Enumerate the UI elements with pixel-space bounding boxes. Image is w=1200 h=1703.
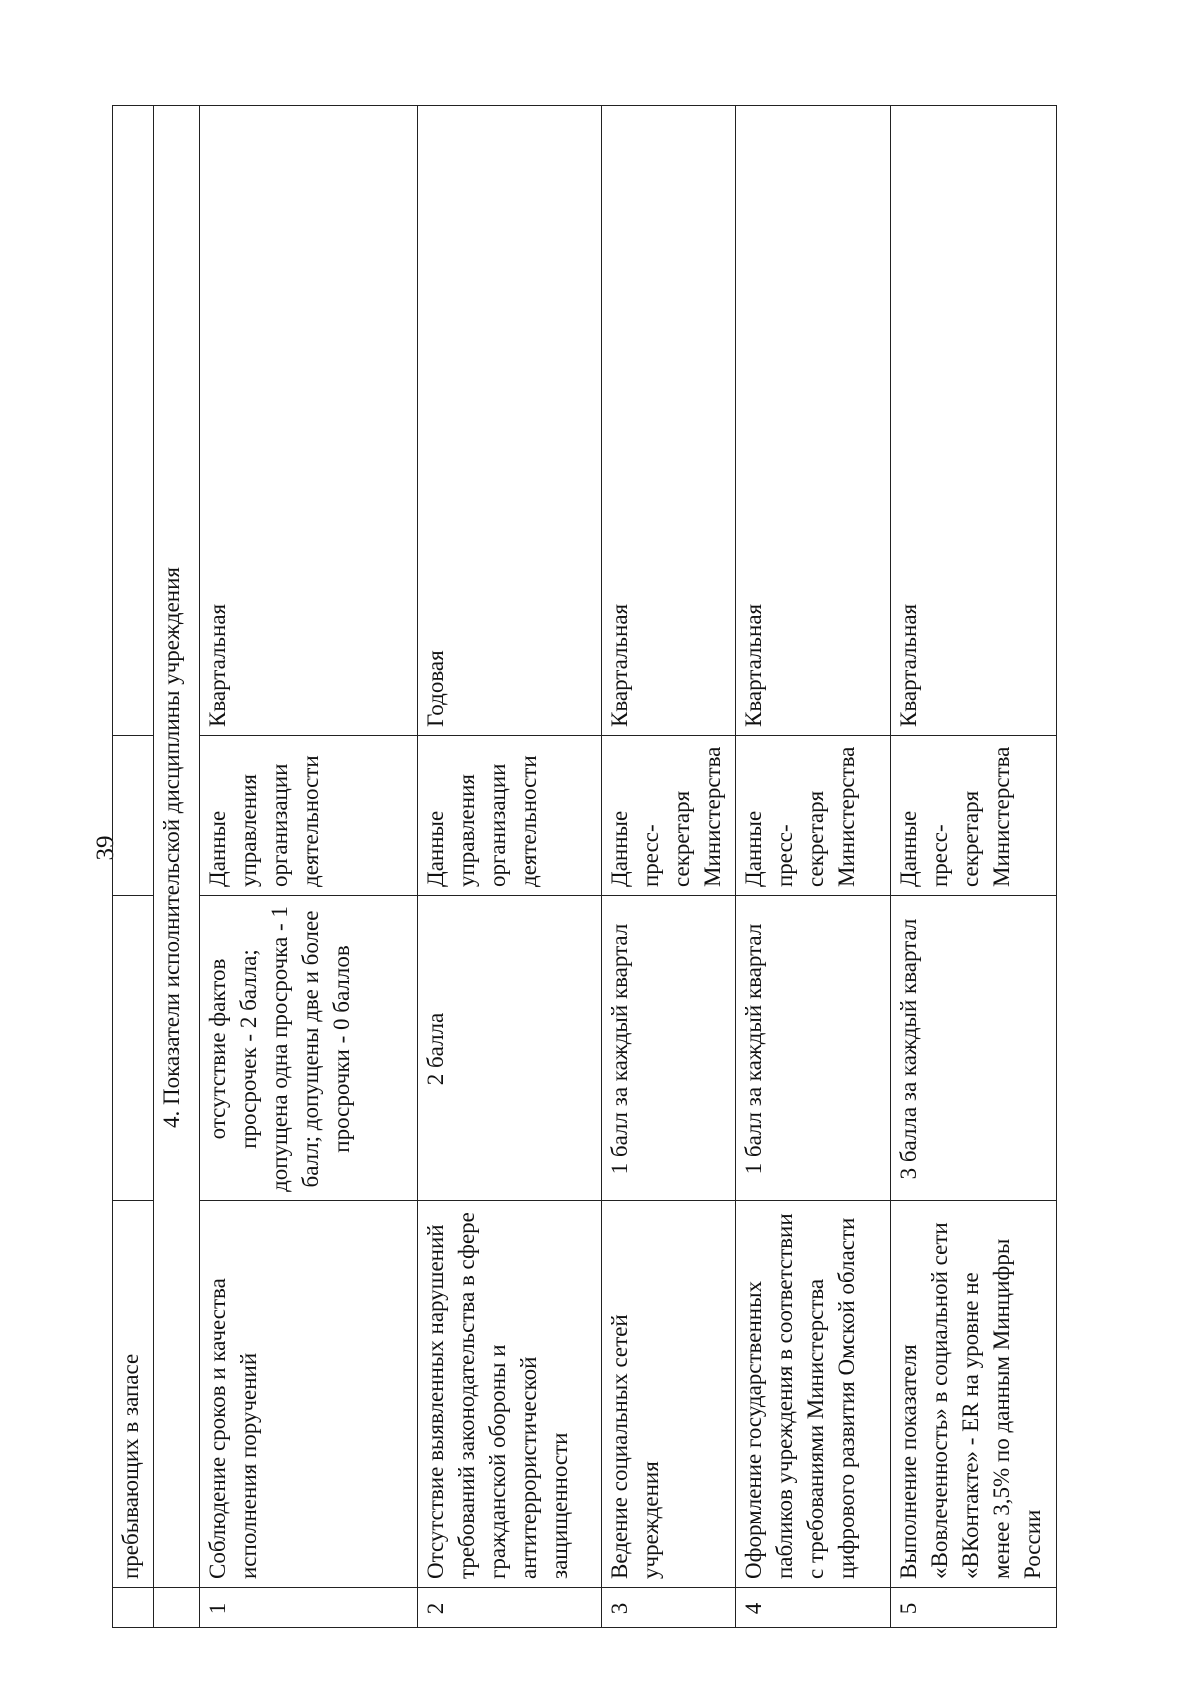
table-row bbox=[891, 106, 1057, 1628]
score-cell: отсутствие фактов просрочек - 2 балла; допущена одна просрочка - 1 балл; допущены две и более просрочки - 0 баллов bbox=[200, 896, 418, 1201]
row-number: 2 bbox=[417, 1588, 601, 1628]
source-cell: Данные управления организации деятельности bbox=[417, 736, 601, 896]
table-row bbox=[602, 106, 736, 1628]
indicator-cell: Отсутствие выявленных нарушений требований законодательства в сфере гражданской обороны и антитеррористической защищенности bbox=[417, 1201, 601, 1588]
rotated-table-wrapper bbox=[112, 106, 1057, 1628]
page-number: 39 bbox=[92, 835, 119, 861]
indicator-cell: Соблюдение сроков и качества исполнения поручений bbox=[200, 1201, 418, 1588]
score-cell: 1 балл за каждый квартал bbox=[602, 896, 736, 1201]
indicator-cell: Оформление государственных пабликов учреждения в соответствии с требованиями Министерства цифрового развития Омской области bbox=[735, 1201, 890, 1588]
period-cell: Квартальная bbox=[602, 106, 736, 736]
carryover-num-cell bbox=[113, 1588, 154, 1628]
period-cell: Квартальная bbox=[891, 106, 1057, 736]
row-number: 3 bbox=[602, 1588, 736, 1628]
carryover-source-cell bbox=[113, 736, 154, 896]
row-number: 1 bbox=[200, 1588, 418, 1628]
source-cell: Данные пресс-секретаря Министерства bbox=[891, 736, 1057, 896]
period-cell: Годовая bbox=[417, 106, 601, 736]
carryover-row bbox=[113, 106, 154, 1628]
score-cell: 1 балл за каждый квартал bbox=[735, 896, 890, 1201]
carryover-period-cell bbox=[113, 106, 154, 736]
source-cell: Данные пресс-секретаря Министерства bbox=[602, 736, 736, 896]
score-cell: 3 балла за каждый квартал bbox=[891, 896, 1057, 1201]
table-row bbox=[735, 106, 890, 1628]
section-heading-blank bbox=[154, 1588, 200, 1628]
carryover-label: пребывающих в запасе bbox=[118, 1353, 143, 1579]
source-cell: Данные управления организации деятельности bbox=[200, 736, 418, 896]
source-cell: Данные пресс-секретаря Министерства bbox=[735, 736, 890, 896]
carryover-label-cell bbox=[113, 1201, 154, 1588]
score-cell: 2 балла bbox=[417, 896, 601, 1201]
indicator-cell: Выполнение показателя «Вовлеченность» в социальной сети «ВКонтакте» - ER на уровне не менее 3,5% по данным Минцифры России bbox=[891, 1201, 1057, 1588]
period-cell: Квартальная bbox=[735, 106, 890, 736]
table-row bbox=[417, 106, 601, 1628]
table-row bbox=[200, 106, 418, 1628]
carryover-score-cell bbox=[113, 896, 154, 1201]
section-heading: 4. Показатели исполнительской дисциплины учреждения bbox=[154, 106, 200, 1588]
indicators-table bbox=[112, 105, 1057, 1628]
row-number: 5 bbox=[891, 1588, 1057, 1628]
row-number: 4 bbox=[735, 1588, 890, 1628]
section-heading-row bbox=[154, 106, 200, 1628]
period-cell: Квартальная bbox=[200, 106, 418, 736]
indicator-cell: Ведение социальных сетей учреждения bbox=[602, 1201, 736, 1588]
